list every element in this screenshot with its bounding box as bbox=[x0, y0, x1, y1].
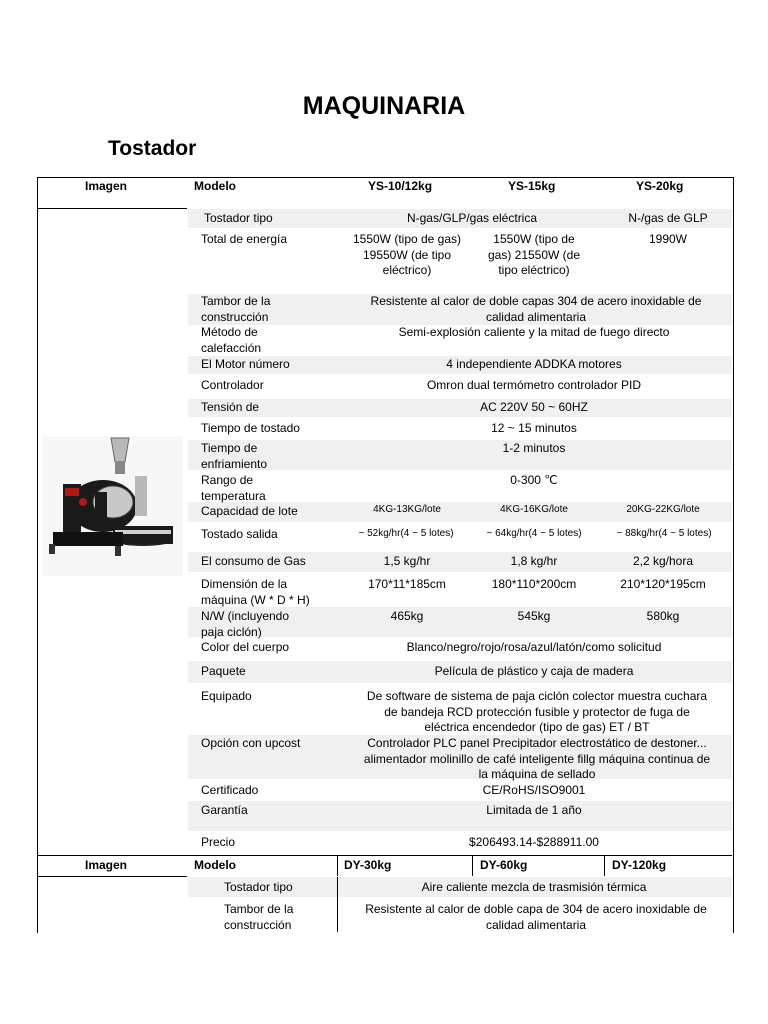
row-value-tambor: Resistente al calor de doble capas 304 de acero inoxidable de calidad alimentaria bbox=[370, 294, 702, 324]
row-label-motor: El Motor número bbox=[201, 357, 290, 371]
header-model-1: YS-10/12kg bbox=[368, 179, 433, 193]
row-value-controlador: Omron dual termómetro controlador PID bbox=[426, 378, 642, 392]
row-label-gas: El consumo de Gas bbox=[201, 554, 306, 568]
row-value-energia-1: 1550W (tipo de gas) 19550W (de tipo eléctrico) bbox=[352, 232, 462, 277]
row-label-opcion: Opción con upcost bbox=[201, 736, 301, 750]
row-label-capacidad: Capacidad de lote bbox=[201, 504, 298, 518]
row-value-motor: 4 independiente ADDKA motores bbox=[446, 357, 622, 371]
row-value-rango: 0-300 ℃ bbox=[510, 473, 558, 487]
row-label-controlador: Controlador bbox=[201, 378, 264, 392]
header-model-2: YS-15kg bbox=[508, 179, 556, 193]
row-value-capacidad-1: 4KG-13KG/lote bbox=[373, 504, 441, 515]
header-model-3: YS-20kg bbox=[636, 179, 684, 193]
row-label-tipo: Tostador tipo bbox=[204, 211, 273, 225]
row-label-garantia: Garantía bbox=[201, 803, 248, 817]
header-modelo: Modelo bbox=[194, 179, 236, 193]
row-label-color: Color del cuerpo bbox=[201, 640, 290, 654]
column-divider bbox=[604, 856, 605, 876]
header2-model-2: DY-60kg bbox=[480, 858, 528, 872]
row-value-opcion: Controlador PLC panel Precipitador electrostático de destoner... alimentador molinillo de café inteligente fillg máquina continua de la máquina de sellado bbox=[363, 736, 711, 781]
header2-model-1: DY-30kg bbox=[344, 858, 392, 872]
row-value-color: Blanco/negro/rojo/rosa/azul/latón/como solicitud bbox=[406, 640, 662, 654]
row-value-garantia: Limitada de 1 año bbox=[486, 803, 582, 817]
column-divider bbox=[337, 856, 338, 876]
header-imagen: Imagen bbox=[85, 179, 128, 193]
row-label-dimension: Dimensión de la máquina (W * D * H) bbox=[201, 577, 310, 607]
row-value-capacidad-2: 4KG-16KG/lote bbox=[500, 504, 568, 515]
row-label-metodo: Método de calefacción bbox=[201, 325, 262, 355]
row2-label-tambor: Tambor de la construcción bbox=[224, 902, 294, 932]
row-label-salida: Tostado salida bbox=[201, 527, 278, 541]
row-value-nw-1: 465kg bbox=[390, 609, 424, 623]
row-value-precio: $206493.14-$288911.00 bbox=[469, 835, 599, 849]
row-value-equipado: De software de sistema de paja ciclón colector muestra cuchara de bandeja RCD protección fusible y protector de fuga de eléctrica encendedor (tipo de gas) ET / BT bbox=[366, 689, 708, 734]
row-value-paquete: Película de plástico y caja de madera bbox=[434, 664, 634, 678]
header-underline bbox=[37, 208, 187, 209]
row-label-tambor: Tambor de la construcción bbox=[201, 294, 271, 324]
row2-value-tipo: Aire caliente mezcla de trasmisión térmica bbox=[421, 880, 647, 894]
header2-model-3: DY-120kg bbox=[612, 858, 667, 872]
row-value-gas-2: 1,8 kg/hr bbox=[510, 554, 558, 568]
row-label-tostado: Tiempo de tostado bbox=[201, 421, 300, 435]
row-value-salida-3: ~ 88kg/hr(4 ~ 5 lotes) bbox=[616, 528, 712, 539]
row-value-energia-3: 1990W bbox=[648, 232, 688, 246]
row-value-enfriamiento: 1-2 minutos bbox=[502, 441, 566, 455]
row-value-nw-3: 580kg bbox=[646, 609, 680, 623]
row-label-precio: Precio bbox=[201, 835, 236, 849]
row-value-gas-3: 2,2 kg/hora bbox=[632, 554, 694, 568]
row-value-gas-1: 1,5 kg/hr bbox=[383, 554, 431, 568]
row-label-certificado: Certificado bbox=[201, 783, 259, 797]
header-underline bbox=[37, 876, 187, 877]
section-subtitle: Tostador bbox=[108, 137, 197, 160]
row-label-energia: Total de energía bbox=[201, 232, 288, 246]
row-value-salida-2: ~ 64kg/hr(4 ~ 5 lotes) bbox=[486, 528, 582, 539]
row-label-nw: N/W (incluyendo paja ciclón) bbox=[201, 609, 290, 639]
roaster-photo bbox=[43, 436, 183, 576]
row-value-dimension-2: 180*110*200cm bbox=[491, 577, 577, 591]
row-value-capacidad-3: 20KG-22KG/lote bbox=[626, 504, 700, 515]
row2-label-tipo: Tostador tipo bbox=[224, 880, 293, 894]
header2-imagen: Imagen bbox=[85, 858, 128, 872]
row-value-certificado: CE/RoHS/ISO9001 bbox=[482, 783, 586, 797]
row-value-nw-2: 545kg bbox=[517, 609, 551, 623]
row-value-tostado: 12 ~ 15 minutos bbox=[491, 421, 577, 435]
row-label-paquete: Paquete bbox=[201, 664, 246, 678]
row-label-tension: Tensión de bbox=[201, 400, 260, 414]
row-value-tipo-3: N-/gas de GLP bbox=[628, 211, 708, 225]
row2-value-tambor: Resistente al calor de doble capa de 304 de acero inoxidable de calidad alimentaria bbox=[365, 902, 707, 932]
row-value-salida-1: ~ 52kg/hr(4 ~ 5 lotes) bbox=[358, 528, 454, 539]
row-value-tipo: N-gas/GLP/gas eléctrica bbox=[406, 211, 538, 225]
row-value-energia-2: 1550W (tipo de gas) 21550W (de tipo eléctrico) bbox=[487, 232, 581, 277]
row-label-equipado: Equipado bbox=[201, 689, 252, 703]
row-value-dimension-3: 210*120*195cm bbox=[620, 577, 706, 591]
row-value-dimension-1: 170*11*185cm bbox=[368, 577, 446, 591]
page-title: MAQUINARIA bbox=[302, 92, 466, 120]
row-value-tension: AC 220V 50 ~ 60HZ bbox=[480, 400, 588, 414]
table-divider bbox=[37, 855, 732, 856]
row-value-metodo: Semi-explosión caliente y la mitad de fuego directo bbox=[398, 325, 670, 339]
row-label-enfriamiento: Tiempo de enfriamiento bbox=[201, 441, 268, 471]
column-divider bbox=[472, 856, 473, 876]
row-label-rango: Rango de temperatura bbox=[201, 473, 266, 503]
coffee-roaster-image bbox=[43, 436, 183, 576]
header2-modelo: Modelo bbox=[194, 858, 236, 872]
